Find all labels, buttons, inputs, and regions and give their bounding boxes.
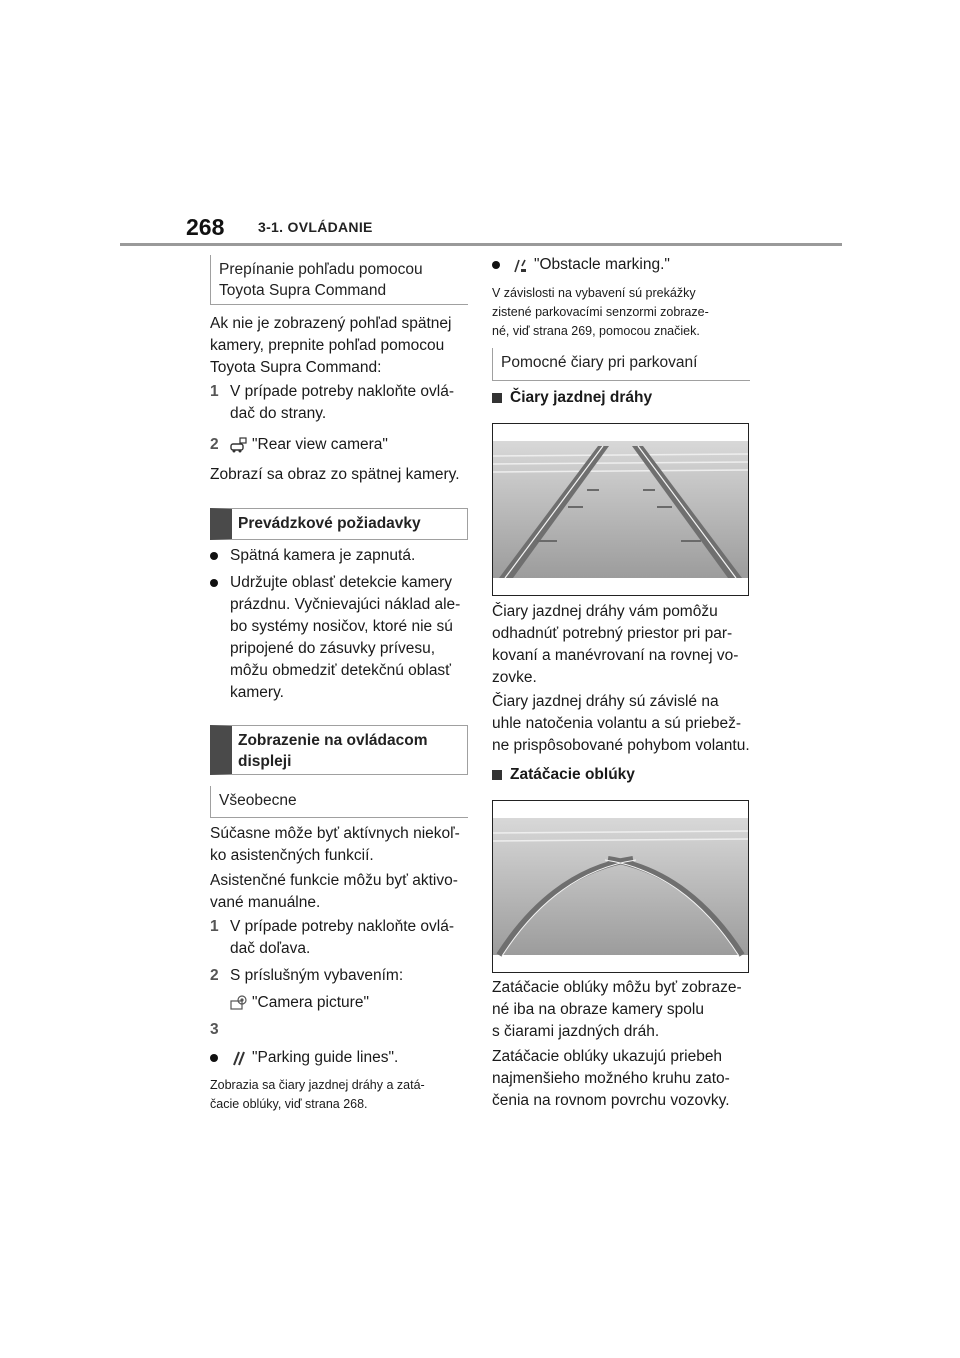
bullet-obstacle-marking: [492, 254, 750, 276]
bullet-keep-clear-line3: bo systémy nosičov, ktoré nie sú: [230, 618, 453, 635]
bullet-dot: [492, 254, 512, 276]
step-number: 2: [210, 967, 219, 984]
step-equipment-text: S príslušným vybavením:: [230, 967, 404, 984]
box-general: Všeobecne: [210, 786, 468, 818]
paragraph-lane-lines-help: [492, 601, 754, 689]
step-number: 1: [210, 918, 219, 935]
paragraph-arcs-turning-circle-line3: čenia na rovnom povrchu vozovky.: [492, 1092, 730, 1109]
box-view-switch: [210, 255, 468, 305]
bullet-camera-on-text: Spätná kamera je zapnutá.: [230, 547, 416, 564]
step-tilt-left: [210, 916, 468, 960]
heading-turning-arcs: [492, 764, 750, 786]
paragraph-intro: [210, 313, 468, 379]
paragraph-intro-line2: kamery, prepnite pohľad pomocou: [210, 337, 445, 354]
bullet-keep-clear-line6: kamery.: [230, 684, 284, 701]
paragraph-arcs-display-line3: s čiarami jazdných dráh.: [492, 1023, 660, 1040]
bullet-parking-guide-lines: [210, 1047, 468, 1069]
step-1: [210, 381, 468, 425]
box-display: [210, 725, 468, 775]
note-guide-lines-line2: čacie oblúky, viď strana 268.: [210, 1097, 368, 1111]
paragraph-arcs-display-line2: né iba na obraze kamery spolu: [492, 1001, 704, 1018]
step-equipment: [210, 965, 468, 987]
bullet-dot: [210, 545, 230, 567]
obstacle-marking-icon: [512, 257, 530, 273]
paragraph-lane-lines-help-line3: kovaní a manévrovaní na rovnej vo-: [492, 647, 739, 664]
note-obstacles-line1: V závislosti na vybavení sú prekážky: [492, 286, 696, 300]
step-2: [210, 434, 468, 456]
heading-turning-arcs-text: Zatáčacie oblúky: [510, 766, 635, 783]
bullet-keep-clear-line4: pripojené do zásuvky prívesu,: [230, 640, 436, 657]
paragraph-multiple-functions-line2: ko asistenčných funkcií.: [210, 847, 374, 864]
paragraph-lane-lines-help-line2: odhadnúť potrebný priestor pri par-: [492, 625, 733, 642]
note-obstacles-line3: né, viď strana 269, pomocou značiek.: [492, 324, 700, 338]
bullet-obstacle-marking-text: "Obstacle marking.": [534, 256, 670, 273]
bullet-dot: [210, 1047, 230, 1069]
paragraph-arcs-turning-circle-line1: Zatáčacie oblúky ukazujú priebeh: [492, 1048, 723, 1065]
step-tilt-left-line1: V prípade potreby nakloňte ovlá-: [230, 918, 455, 935]
box-display-line1: Zobrazenie na ovládacom: [238, 732, 428, 749]
heading-square: [492, 393, 502, 403]
box-parking-aid-lines: Pomocné čiary pri parkovaní: [492, 348, 750, 381]
paragraph-intro-line3: Toyota Supra Command:: [210, 359, 382, 376]
paragraph-lane-lines-help-line4: zovke.: [492, 669, 537, 686]
box-operating-requirements: Prevádzkové požiadavky: [210, 508, 468, 540]
camera-picture-line: [230, 992, 470, 1014]
parking-lines-icon: [230, 1050, 248, 1066]
paragraph-lane-lines-steering-line3: ne prispôsobované pohybom volantu.: [492, 737, 750, 754]
bullet-camera-on: [210, 545, 468, 567]
paragraph-intro-line1: Ak nie je zobrazený pohľad spätnej: [210, 315, 452, 332]
step-1-line2: dač do strany.: [230, 405, 327, 422]
step-tilt-left-line2: dač doľava.: [230, 940, 311, 957]
box-view-switch-line1: Prepínanie pohľadu pomocou: [219, 261, 423, 278]
note-guide-lines: [210, 1076, 472, 1114]
note-obstacles-line2: zistené parkovacími senzormi zobraze-: [492, 305, 709, 319]
bullet-dot: [210, 572, 230, 594]
bullet-keep-clear: [210, 572, 468, 704]
lane-lines-image: [492, 423, 749, 596]
paragraph-lane-lines-steering-line2: uhle natočenia volantu a sú priebež-: [492, 715, 742, 732]
step-1-line1: V prípade potreby nakloňte ovlá-: [230, 383, 455, 400]
paragraph-manual-activation-line1: Asistenčné funkcie môžu byť aktivo-: [210, 872, 458, 889]
paragraph-arcs-turning-circle: [492, 1046, 754, 1112]
paragraph-lane-lines-help-line1: Čiary jazdnej dráhy vám pomôžu: [492, 603, 718, 620]
bullet-keep-clear-line1: Udržujte oblasť detekcie kamery: [230, 574, 453, 591]
bullet-parking-guide-lines-text: "Parking guide lines".: [252, 1049, 399, 1066]
paragraph-arcs-display-line1: Zatáčacie oblúky môžu byť zobraze-: [492, 979, 742, 996]
paragraph-manual-activation: [210, 870, 472, 914]
box-display-line2: displeji: [238, 753, 292, 770]
paragraph-lane-lines-steering-line1: Čiary jazdnej dráhy sú závislé na: [492, 693, 719, 710]
paragraph-camera-image: Zobrazí sa obraz zo spätnej kamery.: [210, 466, 460, 483]
note-obstacles: [492, 284, 754, 341]
camera-picture-icon: [230, 995, 248, 1011]
paragraph-multiple-functions-line1: Súčasne môže byť aktívnych niekoľ-: [210, 825, 460, 842]
bullet-keep-clear-line5: môžu obmedziť detekčnú oblasť: [230, 662, 451, 679]
step-2-text: "Rear view camera": [252, 436, 388, 453]
step-number: 2: [210, 436, 219, 453]
step-number: 3: [210, 1021, 219, 1038]
paragraph-multiple-functions: [210, 823, 472, 867]
page-number: 268: [186, 214, 225, 240]
bullet-keep-clear-line2: prázdnu. Vyčnievajúci náklad ale-: [230, 596, 461, 613]
box-view-switch-line2: Toyota Supra Command: [219, 282, 387, 299]
paragraph-manual-activation-line2: vané manuálne.: [210, 894, 321, 911]
heading-lane-lines: [492, 387, 750, 409]
section-title: 3-1. OVLÁDANIE: [258, 219, 373, 235]
paragraph-lane-lines-steering: [492, 691, 754, 757]
camera-picture-text: "Camera picture": [252, 994, 369, 1011]
camera-car-icon: [230, 437, 248, 453]
step-3: [210, 1019, 468, 1041]
heading-lane-lines-text: Čiary jazdnej dráhy: [510, 389, 653, 406]
step-number: 1: [210, 383, 219, 400]
header-rule: [120, 243, 842, 246]
paragraph-arcs-display: [492, 977, 754, 1043]
note-guide-lines-line1: Zobrazia sa čiary jazdnej dráhy a zatá-: [210, 1078, 425, 1092]
heading-square: [492, 770, 502, 780]
turning-arcs-image: [492, 800, 749, 973]
paragraph-arcs-turning-circle-line2: najmenšieho možného kruhu zato-: [492, 1070, 730, 1087]
